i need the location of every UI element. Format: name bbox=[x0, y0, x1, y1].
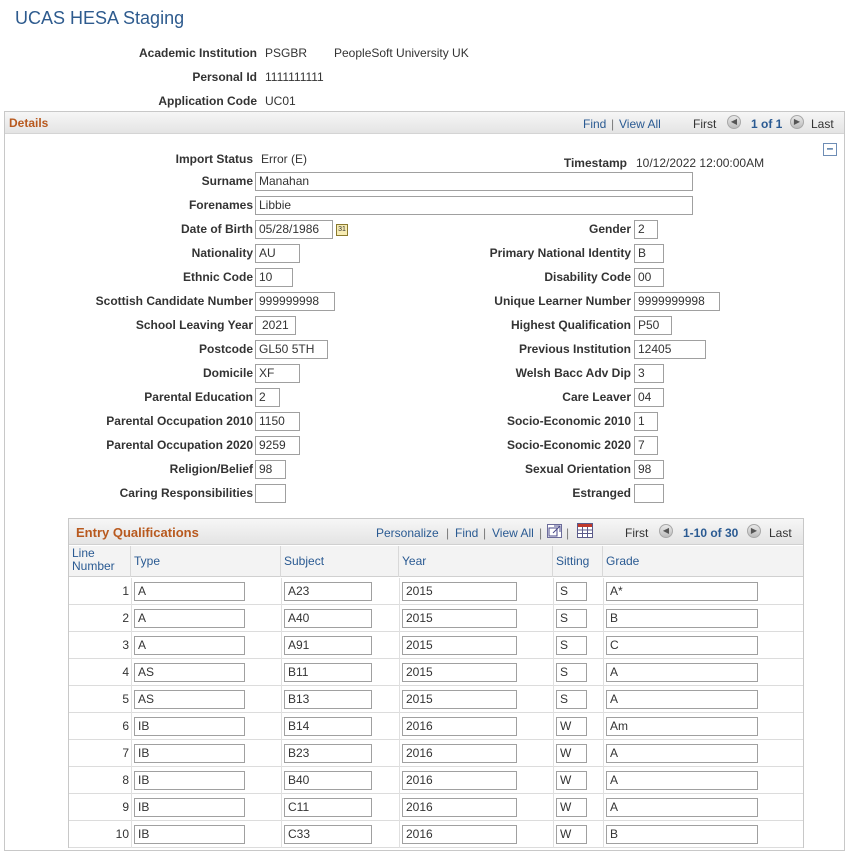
line-number-cell: 9 bbox=[122, 800, 129, 814]
type-field[interactable]: IB bbox=[134, 798, 245, 817]
details-row-count: 1 of 1 bbox=[751, 117, 783, 131]
date-of-birth-field[interactable]: 05/28/1986 bbox=[255, 220, 333, 239]
column-divider bbox=[603, 632, 604, 659]
column-divider bbox=[603, 713, 604, 740]
parental-occupation-2020-label: Parental Occupation 2020 bbox=[106, 438, 253, 452]
personal-id-value: 1111111111 bbox=[265, 70, 324, 84]
postcode-label: Postcode bbox=[198, 342, 253, 356]
year-field[interactable]: 2015 bbox=[402, 690, 517, 709]
year-field[interactable]: 2016 bbox=[402, 798, 517, 817]
column-divider bbox=[399, 794, 400, 821]
grade-field[interactable]: C bbox=[606, 636, 758, 655]
socio-economic-2010-field[interactable]: 1 bbox=[634, 412, 658, 431]
line-number-cell: 6 bbox=[122, 719, 129, 733]
scottish-candidate-number-label: Scottish Candidate Number bbox=[95, 294, 253, 308]
sitting-field[interactable]: S bbox=[556, 663, 587, 682]
sitting-field[interactable]: W bbox=[556, 771, 587, 790]
column-divider bbox=[553, 794, 554, 821]
previous-arrow-icon[interactable]: ◀ bbox=[659, 524, 673, 538]
grade-field[interactable]: B bbox=[606, 825, 758, 844]
unique-learner-number-label: Unique Learner Number bbox=[494, 294, 631, 308]
surname-field[interactable]: Manahan bbox=[255, 172, 693, 191]
line-number-cell: 3 bbox=[122, 638, 129, 652]
grade-field[interactable]: A* bbox=[606, 582, 758, 601]
column-divider bbox=[131, 821, 132, 848]
type-field[interactable]: A bbox=[134, 582, 245, 601]
grid-last-label: Last bbox=[769, 526, 792, 540]
column-divider bbox=[399, 605, 400, 632]
ethnic-code-label: Ethnic Code bbox=[182, 270, 253, 284]
column-divider bbox=[603, 659, 604, 686]
forenames-label: Forenames bbox=[188, 198, 253, 212]
care-leaver-field[interactable]: 04 bbox=[634, 388, 664, 407]
calendar-icon[interactable]: 31 bbox=[336, 224, 348, 236]
religion-belief-field[interactable]: 98 bbox=[255, 460, 286, 479]
religion-belief-label: Religion/Belief bbox=[169, 462, 253, 476]
column-divider bbox=[131, 767, 132, 794]
domicile-field[interactable]: XF bbox=[255, 364, 300, 383]
year-field[interactable]: 2016 bbox=[402, 744, 517, 763]
school-leaving-year-field[interactable]: 2021 bbox=[255, 316, 296, 335]
subject-field[interactable]: B13 bbox=[284, 690, 372, 709]
caring-responsibilities-field[interactable] bbox=[255, 484, 286, 503]
column-divider bbox=[131, 740, 132, 767]
sitting-field[interactable]: S bbox=[556, 690, 587, 709]
sitting-field[interactable]: W bbox=[556, 798, 587, 817]
grid-find-link[interactable]: Find bbox=[455, 526, 479, 540]
column-divider bbox=[281, 578, 282, 605]
school-leaving-year-label: School Leaving Year bbox=[135, 318, 253, 332]
column-divider bbox=[603, 767, 604, 794]
sexual-orientation-field[interactable]: 98 bbox=[634, 460, 664, 479]
previous-arrow-icon[interactable]: ◀ bbox=[727, 115, 741, 129]
column-header-subject[interactable]: Subject bbox=[281, 546, 399, 577]
type-field[interactable]: AS bbox=[134, 663, 245, 682]
next-arrow-icon[interactable]: ▶ bbox=[790, 115, 804, 129]
highest-qualification-label: Highest Qualification bbox=[510, 318, 631, 332]
year-field[interactable]: 2016 bbox=[402, 825, 517, 844]
parental-occupation-2010-label: Parental Occupation 2010 bbox=[106, 414, 253, 428]
parental-occupation-2010-field[interactable]: 1150 bbox=[255, 412, 300, 431]
welsh-bacc-field[interactable]: 3 bbox=[634, 364, 664, 383]
socio-economic-2010-label: Socio-Economic 2010 bbox=[506, 414, 631, 428]
table-row bbox=[69, 794, 803, 821]
parental-occupation-2020-field[interactable]: 9259 bbox=[255, 436, 300, 455]
table-row bbox=[69, 740, 803, 767]
previous-institution-field[interactable]: 12405 bbox=[634, 340, 706, 359]
column-divider bbox=[603, 578, 604, 605]
ethnic-code-field[interactable]: 10 bbox=[255, 268, 293, 287]
column-divider bbox=[281, 821, 282, 848]
domicile-label: Domicile bbox=[202, 366, 253, 380]
column-divider bbox=[553, 632, 554, 659]
column-divider bbox=[399, 713, 400, 740]
collapse-icon[interactable]: – bbox=[823, 143, 837, 156]
grade-field[interactable]: B bbox=[606, 609, 758, 628]
details-first-label: First bbox=[693, 117, 717, 131]
column-divider bbox=[603, 794, 604, 821]
table-row bbox=[69, 632, 803, 659]
timestamp-value: 10/12/2022 12:00:00AM bbox=[636, 156, 765, 170]
details-last-label: Last bbox=[811, 117, 834, 131]
column-divider bbox=[553, 821, 554, 848]
grade-field[interactable]: A bbox=[606, 771, 758, 790]
grade-field[interactable]: A bbox=[606, 690, 758, 709]
year-field[interactable]: 2015 bbox=[402, 582, 517, 601]
year-field[interactable]: 2015 bbox=[402, 609, 517, 628]
nav-separator: | bbox=[566, 526, 570, 540]
column-divider bbox=[281, 632, 282, 659]
nav-separator: | bbox=[446, 526, 450, 540]
table-row bbox=[69, 605, 803, 632]
type-field[interactable]: A bbox=[134, 636, 245, 655]
column-divider bbox=[603, 740, 604, 767]
grade-field[interactable]: A bbox=[606, 798, 758, 817]
year-field[interactable]: 2016 bbox=[402, 771, 517, 790]
column-divider bbox=[281, 740, 282, 767]
table-row bbox=[69, 713, 803, 740]
column-divider bbox=[399, 740, 400, 767]
sitting-field[interactable]: S bbox=[556, 582, 587, 601]
estranged-label: Estranged bbox=[572, 486, 631, 500]
personalize-link[interactable]: Personalize bbox=[376, 526, 439, 540]
line-number-cell: 10 bbox=[115, 827, 129, 841]
grade-field[interactable]: A bbox=[606, 744, 758, 763]
column-divider bbox=[131, 659, 132, 686]
type-field[interactable]: A bbox=[134, 609, 245, 628]
year-field[interactable]: 2015 bbox=[402, 636, 517, 655]
new-window-icon[interactable] bbox=[547, 524, 562, 538]
date-of-birth-label: Date of Birth bbox=[181, 222, 253, 236]
academic-institution-label: Academic Institution bbox=[138, 46, 257, 60]
column-header-year[interactable]: Year bbox=[399, 546, 553, 577]
column-divider bbox=[131, 605, 132, 632]
column-divider bbox=[131, 578, 132, 605]
column-divider bbox=[553, 605, 554, 632]
type-field[interactable]: IB bbox=[134, 744, 245, 763]
timestamp-label: Timestamp bbox=[563, 156, 627, 170]
year-field[interactable]: 2015 bbox=[402, 663, 517, 682]
welsh-bacc-label: Welsh Bacc Adv Dip bbox=[515, 366, 631, 380]
column-divider bbox=[281, 686, 282, 713]
application-code-label: Application Code bbox=[158, 94, 257, 108]
column-divider bbox=[553, 659, 554, 686]
column-divider bbox=[131, 794, 132, 821]
postcode-field[interactable]: GL50 5TH bbox=[255, 340, 328, 359]
primary-national-identity-label: Primary National Identity bbox=[489, 246, 631, 260]
column-header-type[interactable]: Type bbox=[131, 546, 281, 577]
column-divider bbox=[553, 767, 554, 794]
sitting-field[interactable]: W bbox=[556, 825, 587, 844]
table-row bbox=[69, 686, 803, 713]
column-divider bbox=[281, 659, 282, 686]
download-grid-icon[interactable] bbox=[577, 523, 593, 537]
subject-field[interactable]: A40 bbox=[284, 609, 372, 628]
nationality-label: Nationality bbox=[191, 246, 253, 260]
type-field[interactable]: IB bbox=[134, 771, 245, 790]
details-header bbox=[5, 112, 844, 134]
surname-label: Surname bbox=[201, 174, 253, 188]
sexual-orientation-label: Sexual Orientation bbox=[524, 462, 631, 476]
column-divider bbox=[281, 713, 282, 740]
table-row bbox=[69, 578, 803, 605]
column-divider bbox=[399, 659, 400, 686]
care-leaver-label: Care Leaver bbox=[562, 390, 631, 404]
column-divider bbox=[603, 686, 604, 713]
personal-id-label: Personal Id bbox=[192, 70, 257, 84]
column-divider bbox=[553, 740, 554, 767]
column-divider bbox=[553, 686, 554, 713]
nationality-field[interactable]: AU bbox=[255, 244, 300, 263]
column-divider bbox=[399, 821, 400, 848]
line-number-cell: 1 bbox=[122, 584, 129, 598]
column-header-sitting[interactable]: Sitting bbox=[553, 546, 603, 577]
grade-field[interactable]: Am bbox=[606, 717, 758, 736]
column-divider bbox=[281, 767, 282, 794]
scottish-candidate-number-field[interactable]: 999999998 bbox=[255, 292, 335, 311]
column-divider bbox=[553, 578, 554, 605]
parental-education-field[interactable]: 2 bbox=[255, 388, 280, 407]
grid-first-label: First bbox=[625, 526, 649, 540]
nav-separator: | bbox=[611, 117, 615, 131]
page-title: UCAS HESA Staging bbox=[15, 8, 185, 28]
sitting-field[interactable]: W bbox=[556, 744, 587, 763]
gender-label: Gender bbox=[588, 222, 631, 236]
socio-economic-2020-field[interactable]: 7 bbox=[634, 436, 658, 455]
sitting-field[interactable]: W bbox=[556, 717, 587, 736]
nav-separator: | bbox=[483, 526, 487, 540]
column-divider bbox=[399, 767, 400, 794]
table-row bbox=[69, 767, 803, 794]
subject-field[interactable]: B14 bbox=[284, 717, 372, 736]
grid-header bbox=[69, 519, 803, 545]
subject-field[interactable]: A23 bbox=[284, 582, 372, 601]
parental-education-label: Parental Education bbox=[144, 390, 253, 404]
forenames-field[interactable]: Libbie bbox=[255, 196, 693, 215]
column-header-row bbox=[69, 546, 803, 577]
table-row bbox=[69, 659, 803, 686]
column-divider bbox=[131, 686, 132, 713]
gender-field[interactable]: 2 bbox=[634, 220, 658, 239]
column-divider bbox=[399, 686, 400, 713]
subject-field[interactable]: C11 bbox=[284, 798, 372, 817]
column-divider bbox=[553, 713, 554, 740]
details-view-all-link[interactable]: View All bbox=[619, 117, 661, 131]
previous-institution-label: Previous Institution bbox=[518, 342, 631, 356]
column-divider bbox=[603, 821, 604, 848]
unique-learner-number-field[interactable]: 9999999998 bbox=[634, 292, 720, 311]
nav-separator: | bbox=[539, 526, 543, 540]
details-find-link[interactable]: Find bbox=[583, 117, 607, 131]
highest-qualification-field[interactable]: P50 bbox=[634, 316, 672, 335]
column-header-grade[interactable]: Grade bbox=[606, 554, 640, 568]
line-number-cell: 8 bbox=[122, 773, 129, 787]
disability-code-field[interactable]: 00 bbox=[634, 268, 664, 287]
line-number-cell: 4 bbox=[122, 665, 129, 679]
details-title: Details bbox=[9, 116, 49, 130]
subject-field[interactable]: A91 bbox=[284, 636, 372, 655]
column-divider bbox=[603, 605, 604, 632]
column-divider bbox=[281, 794, 282, 821]
column-divider bbox=[399, 578, 400, 605]
column-divider bbox=[399, 632, 400, 659]
line-number-cell: 5 bbox=[122, 692, 129, 706]
sitting-field[interactable]: S bbox=[556, 609, 587, 628]
import-status-label: Import Status bbox=[175, 152, 253, 166]
column-header-line-number[interactable]: Line Number bbox=[69, 546, 131, 577]
grid-view-all-link[interactable]: View All bbox=[492, 526, 534, 540]
year-field[interactable]: 2016 bbox=[402, 717, 517, 736]
subject-field[interactable]: B23 bbox=[284, 744, 372, 763]
import-status-value: Error (E) bbox=[261, 152, 307, 166]
caring-responsibilities-label: Caring Responsibilities bbox=[119, 486, 253, 500]
academic-institution-name: PeopleSoft University UK bbox=[334, 46, 469, 60]
socio-economic-2020-label: Socio-Economic 2020 bbox=[506, 438, 631, 452]
entry-qualifications-title: Entry Qualifications bbox=[76, 525, 199, 540]
academic-institution-code: PSGBR bbox=[265, 46, 308, 60]
type-field[interactable]: IB bbox=[134, 717, 245, 736]
line-number-cell: 2 bbox=[122, 611, 129, 625]
table-row bbox=[69, 821, 803, 848]
line-number-cell: 7 bbox=[122, 746, 129, 760]
entry-qualifications-grid bbox=[68, 518, 804, 848]
column-divider bbox=[131, 632, 132, 659]
grid-row-count: 1-10 of 30 bbox=[683, 526, 739, 540]
grade-field[interactable]: A bbox=[606, 663, 758, 682]
next-arrow-icon[interactable]: ▶ bbox=[747, 524, 761, 538]
estranged-field[interactable] bbox=[634, 484, 664, 503]
disability-code-label: Disability Code bbox=[544, 270, 631, 284]
application-code-value: UC01 bbox=[265, 94, 296, 108]
type-field[interactable]: AS bbox=[134, 690, 245, 709]
column-divider bbox=[281, 605, 282, 632]
subject-field[interactable]: B11 bbox=[284, 663, 372, 682]
sitting-field[interactable]: S bbox=[556, 636, 587, 655]
subject-field[interactable]: B40 bbox=[284, 771, 372, 790]
primary-national-identity-field[interactable]: B bbox=[634, 244, 664, 263]
type-field[interactable]: IB bbox=[134, 825, 245, 844]
subject-field[interactable]: C33 bbox=[284, 825, 372, 844]
column-divider bbox=[131, 713, 132, 740]
